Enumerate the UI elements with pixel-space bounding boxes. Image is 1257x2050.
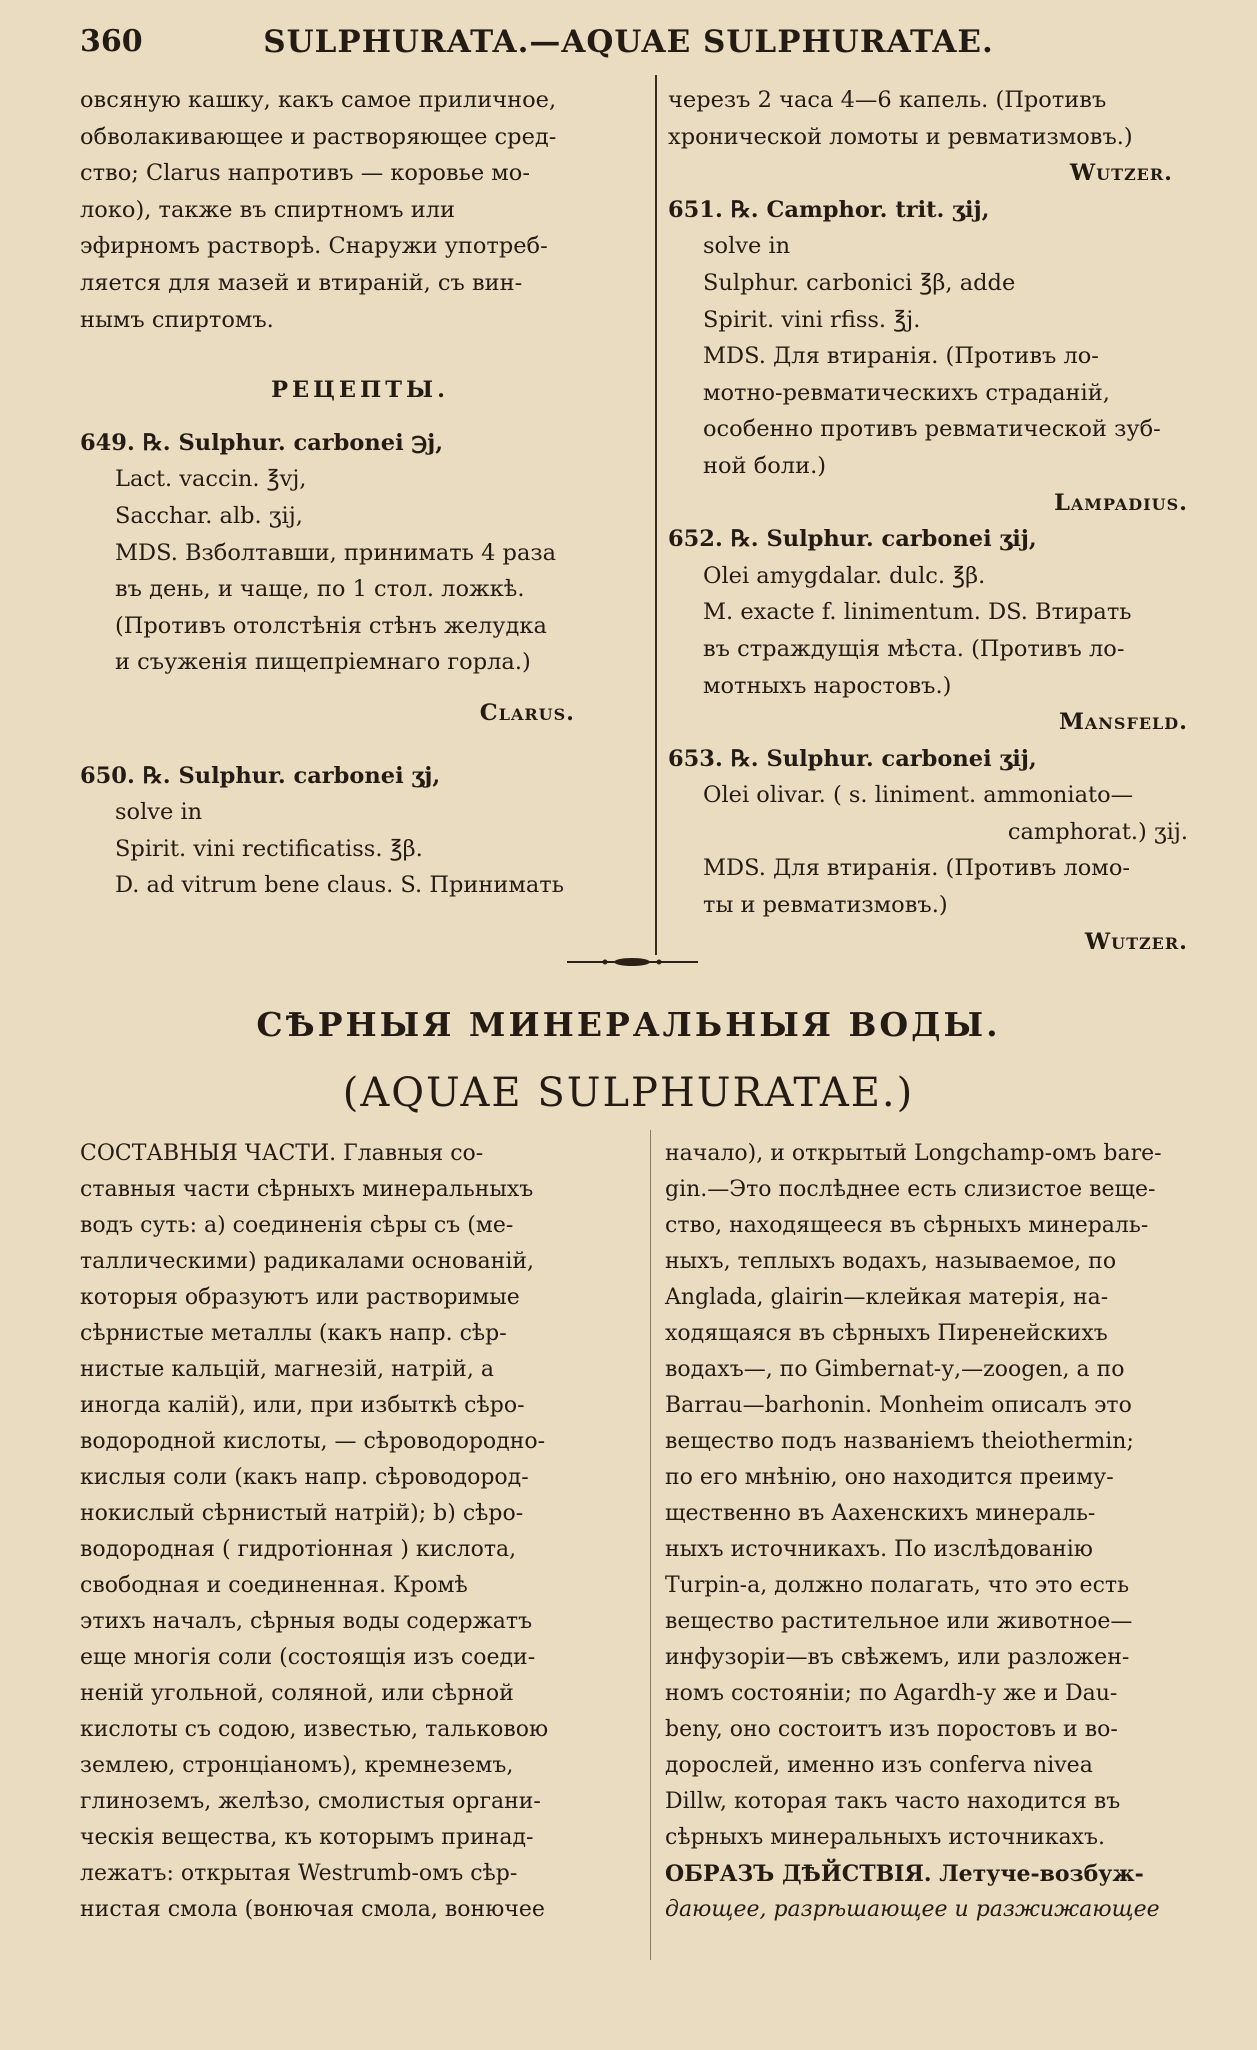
- recipe-line: (Противъ отолстѣнія стѣнъ желудка: [115, 612, 547, 639]
- recipe-line: 653. ℞. Sulphur. carbonei ʒij,: [668, 745, 1037, 772]
- text-line: дающее, разрѣшающее и разжижающее: [665, 1897, 1160, 1922]
- recipe-line: ты и ревматизмовъ.): [703, 892, 948, 919]
- text-line: водородная ( гидротіонная ) кислота,: [80, 1537, 517, 1562]
- left-column-bottom: [80, 1136, 640, 1928]
- text-line: ходящаяся въ сѣрныхъ Пиренейскихъ: [665, 1321, 1108, 1346]
- left-column-top: [80, 82, 640, 904]
- text-line: ныхъ, теплыхъ водахъ, называемое, по: [665, 1249, 1117, 1274]
- text-line: глиноземъ, желѣзо, смолистыя органи-: [80, 1789, 541, 1814]
- text-line: вещество растительное или животное—: [665, 1609, 1133, 1634]
- recipe-line: и съуженія пищепріемнаго горла.): [115, 649, 531, 676]
- text-line: неній угольной, соляной, или сѣрной: [80, 1681, 514, 1706]
- text-line: вещество подъ названіемъ theiothermin;: [665, 1429, 1134, 1454]
- recipe-line: мотно-ревматическихъ страданій,: [703, 379, 1110, 406]
- text-line: ство, находящееся въ сѣрныхъ минераль-: [665, 1213, 1149, 1238]
- text-line: СОСТАВНЫЯ ЧАСТИ. Главныя со-: [80, 1141, 484, 1166]
- page-number: 360: [80, 24, 143, 59]
- recipe-line: ной боли.): [703, 452, 827, 479]
- right-column-bottom: [665, 1136, 1225, 1928]
- recipe-line: Lact. vaccin. ℥vj,: [115, 466, 307, 493]
- text-line: кислыя соли (какъ напр. сѣроводород-: [80, 1465, 529, 1490]
- text-line: водахъ—, по Gimbernat-у,—zoogen, а по: [665, 1357, 1125, 1382]
- text-line: иногда калій), или, при избыткѣ сѣро-: [80, 1393, 525, 1418]
- text-line: Anglada, glairin—клейкая матерія, на-: [665, 1285, 1109, 1310]
- text-line: ческія вещества, къ которымъ принад-: [80, 1825, 534, 1850]
- text-line: ОБРАЗЪ ДѢЙСТВІЯ. Летуче-возбуж-: [665, 1861, 1144, 1887]
- running-head: SULPHURATA.—AQUAE SULPHURATAE.: [263, 24, 994, 60]
- right-column-top: [668, 82, 1228, 960]
- text-line: эфирномъ растворѣ. Снаружи употреб-: [80, 233, 548, 260]
- recipe-line: 649. ℞. Sulphur. carbonei ℈j,: [80, 429, 444, 456]
- recipe-line: въ страждущія мѣста. (Противъ ло-: [703, 635, 1125, 662]
- recipe-author: Lampadius.: [1054, 489, 1188, 516]
- text-line: сѣрныхъ минеральныхъ источникахъ.: [665, 1825, 1105, 1850]
- text-line: Dillw, которая такъ часто находится въ: [665, 1789, 1121, 1814]
- recipe-line: Spirit. vini rectificatiss. ℥β.: [115, 835, 423, 862]
- text-line: по его мнѣнію, оно находится преиму-: [665, 1465, 1114, 1490]
- recipe-line: Olei olivar. ( s. liniment. ammoniato—: [703, 782, 1134, 809]
- recipe-line: 652. ℞. Sulphur. carbonei ʒij,: [668, 526, 1037, 553]
- recipe-author: Mansfeld.: [1058, 709, 1188, 736]
- recipe-line: мотныхъ наростовъ.): [703, 672, 952, 699]
- text-line: водородной кислоты, — сѣроводородно-: [80, 1429, 546, 1454]
- text-line: ставныя части сѣрныхъ минеральныхъ: [80, 1177, 534, 1202]
- text-line: инфузоріи—въ свѣжемъ, или разложен-: [665, 1645, 1130, 1670]
- recipe-line: D. ad vitrum bene claus. S. Принимать: [115, 872, 564, 899]
- text-line: таллическими) радикалами основаній,: [80, 1249, 535, 1274]
- text-line: beny, оно состоитъ изъ поростовъ и во-: [665, 1717, 1118, 1742]
- text-line: gin.—Это послѣднее есть слизистое веще-: [665, 1177, 1156, 1202]
- text-line: ство; Clarus напротивъ — коровье мо-: [80, 160, 530, 187]
- text-line: обволакивающее и растворяющее сред-: [80, 123, 557, 150]
- text-line: локо), также въ спиртномъ или: [80, 196, 455, 223]
- recipe-line: MDS. Для втиранія. (Противъ ло-: [703, 343, 1099, 370]
- recipe-author: Wutzer.: [1084, 928, 1188, 955]
- recipe-line: въ день, и чаще, по 1 стол. ложкѣ.: [115, 576, 525, 603]
- text-line: лежатъ: открытая Westrumb-омъ сѣр-: [80, 1861, 518, 1886]
- recipe-line: solve in: [703, 233, 791, 260]
- text-line: водъ суть: а) соединенія сѣры съ (ме-: [80, 1213, 514, 1238]
- recipe-line: 650. ℞. Sulphur. carbonei ʒj,: [80, 762, 441, 789]
- text-line: нымъ спиртомъ.: [80, 306, 274, 333]
- text-line: нокислый сѣрнистый натрій); b) сѣро-: [80, 1501, 524, 1526]
- text-line: кислоты съ содою, известью, тальковою: [80, 1717, 549, 1742]
- text-line: ныхъ источникахъ. По изслѣдованію: [665, 1537, 1093, 1562]
- section-title: СѢРНЫЯ МИНЕРАЛЬНЫЯ ВОДЫ.: [256, 1005, 1001, 1044]
- text-line: Turpin-а, должно полагать, что это есть: [665, 1573, 1130, 1598]
- recipe-line: Olei amygdalar. dulc. ℥β.: [703, 562, 986, 589]
- text-line: свободная и соединенная. Кромѣ: [80, 1573, 468, 1598]
- text-line: нистые кальцій, магнезій, натрій, а: [80, 1357, 494, 1382]
- column-rule: [650, 1130, 651, 1960]
- text-line: начало), и открытый Longchamp-омъ bare-: [665, 1141, 1162, 1166]
- text-line: сѣрнистые металлы (какъ напр. сѣр-: [80, 1321, 507, 1346]
- section-subtitle: (AQUAE SULPHURATAE.): [342, 1070, 915, 1116]
- recipe-author: Wutzer.: [1069, 160, 1173, 187]
- text-line: Barrau—barhonin. Monheim описалъ это: [665, 1393, 1132, 1418]
- text-line: землею, стронціаномъ), кремнеземъ,: [80, 1753, 514, 1778]
- recipe-line: solve in: [115, 799, 203, 826]
- recipe-653: [668, 741, 1228, 961]
- recipe-line: MDS. Для втиранія. (Противъ ломо-: [703, 855, 1130, 882]
- recipe-line: Sulphur. carbonici ℥β, adde: [703, 269, 1016, 296]
- text-line: овсяную кашку, какъ самое приличное,: [80, 87, 557, 113]
- text-line: дорослей, именно изъ conferva nivea: [665, 1753, 1093, 1778]
- ornament-divider: [565, 955, 700, 969]
- text-line: щественно въ Аахенскихъ минераль-: [665, 1501, 1096, 1526]
- recipe-line: 651. ℞. Camphor. trit. ʒij,: [668, 196, 990, 223]
- recipe-649: [80, 425, 640, 732]
- recipes-heading: РЕЦЕПТЫ.: [271, 377, 449, 404]
- text-line: нистая смола (вонючая смола, вонючее: [80, 1897, 545, 1922]
- recipe-line: Spirit. vini rfiss. ℥j.: [703, 306, 921, 333]
- text-line: этихъ началъ, сѣрныя воды содержатъ: [80, 1609, 533, 1634]
- text-line: еще многія соли (состоящія изъ соеди-: [80, 1645, 536, 1670]
- recipe-line: M. exacte f. linimentum. DS. Втирать: [703, 599, 1132, 626]
- text-line: которыя образуютъ или растворимые: [80, 1285, 520, 1310]
- text-line: номъ состояніи; по Agardh-у же и Dau-: [665, 1681, 1118, 1706]
- text-line: ляется для мазей и втираній, съ вин-: [80, 269, 523, 296]
- page-header: [0, 20, 1257, 70]
- recipe-651: [668, 192, 1228, 521]
- text-line: черезъ 2 часа 4—6 капель. (Противъ: [668, 87, 1107, 113]
- text-line: хронической ломоты и ревматизмовъ.): [668, 123, 1133, 150]
- recipe-650: [80, 758, 640, 904]
- column-rule: [655, 75, 657, 955]
- recipe-line: Sacchar. alb. ʒij,: [115, 502, 303, 529]
- recipe-line: camphorat.) ʒij.: [1007, 818, 1188, 845]
- recipe-author: Clarus.: [479, 699, 575, 726]
- recipe-line: MDS. Взболтавши, принимать 4 раза: [115, 539, 557, 566]
- recipe-line: особенно противъ ревматической зуб-: [703, 416, 1161, 443]
- recipe-652: [668, 521, 1228, 741]
